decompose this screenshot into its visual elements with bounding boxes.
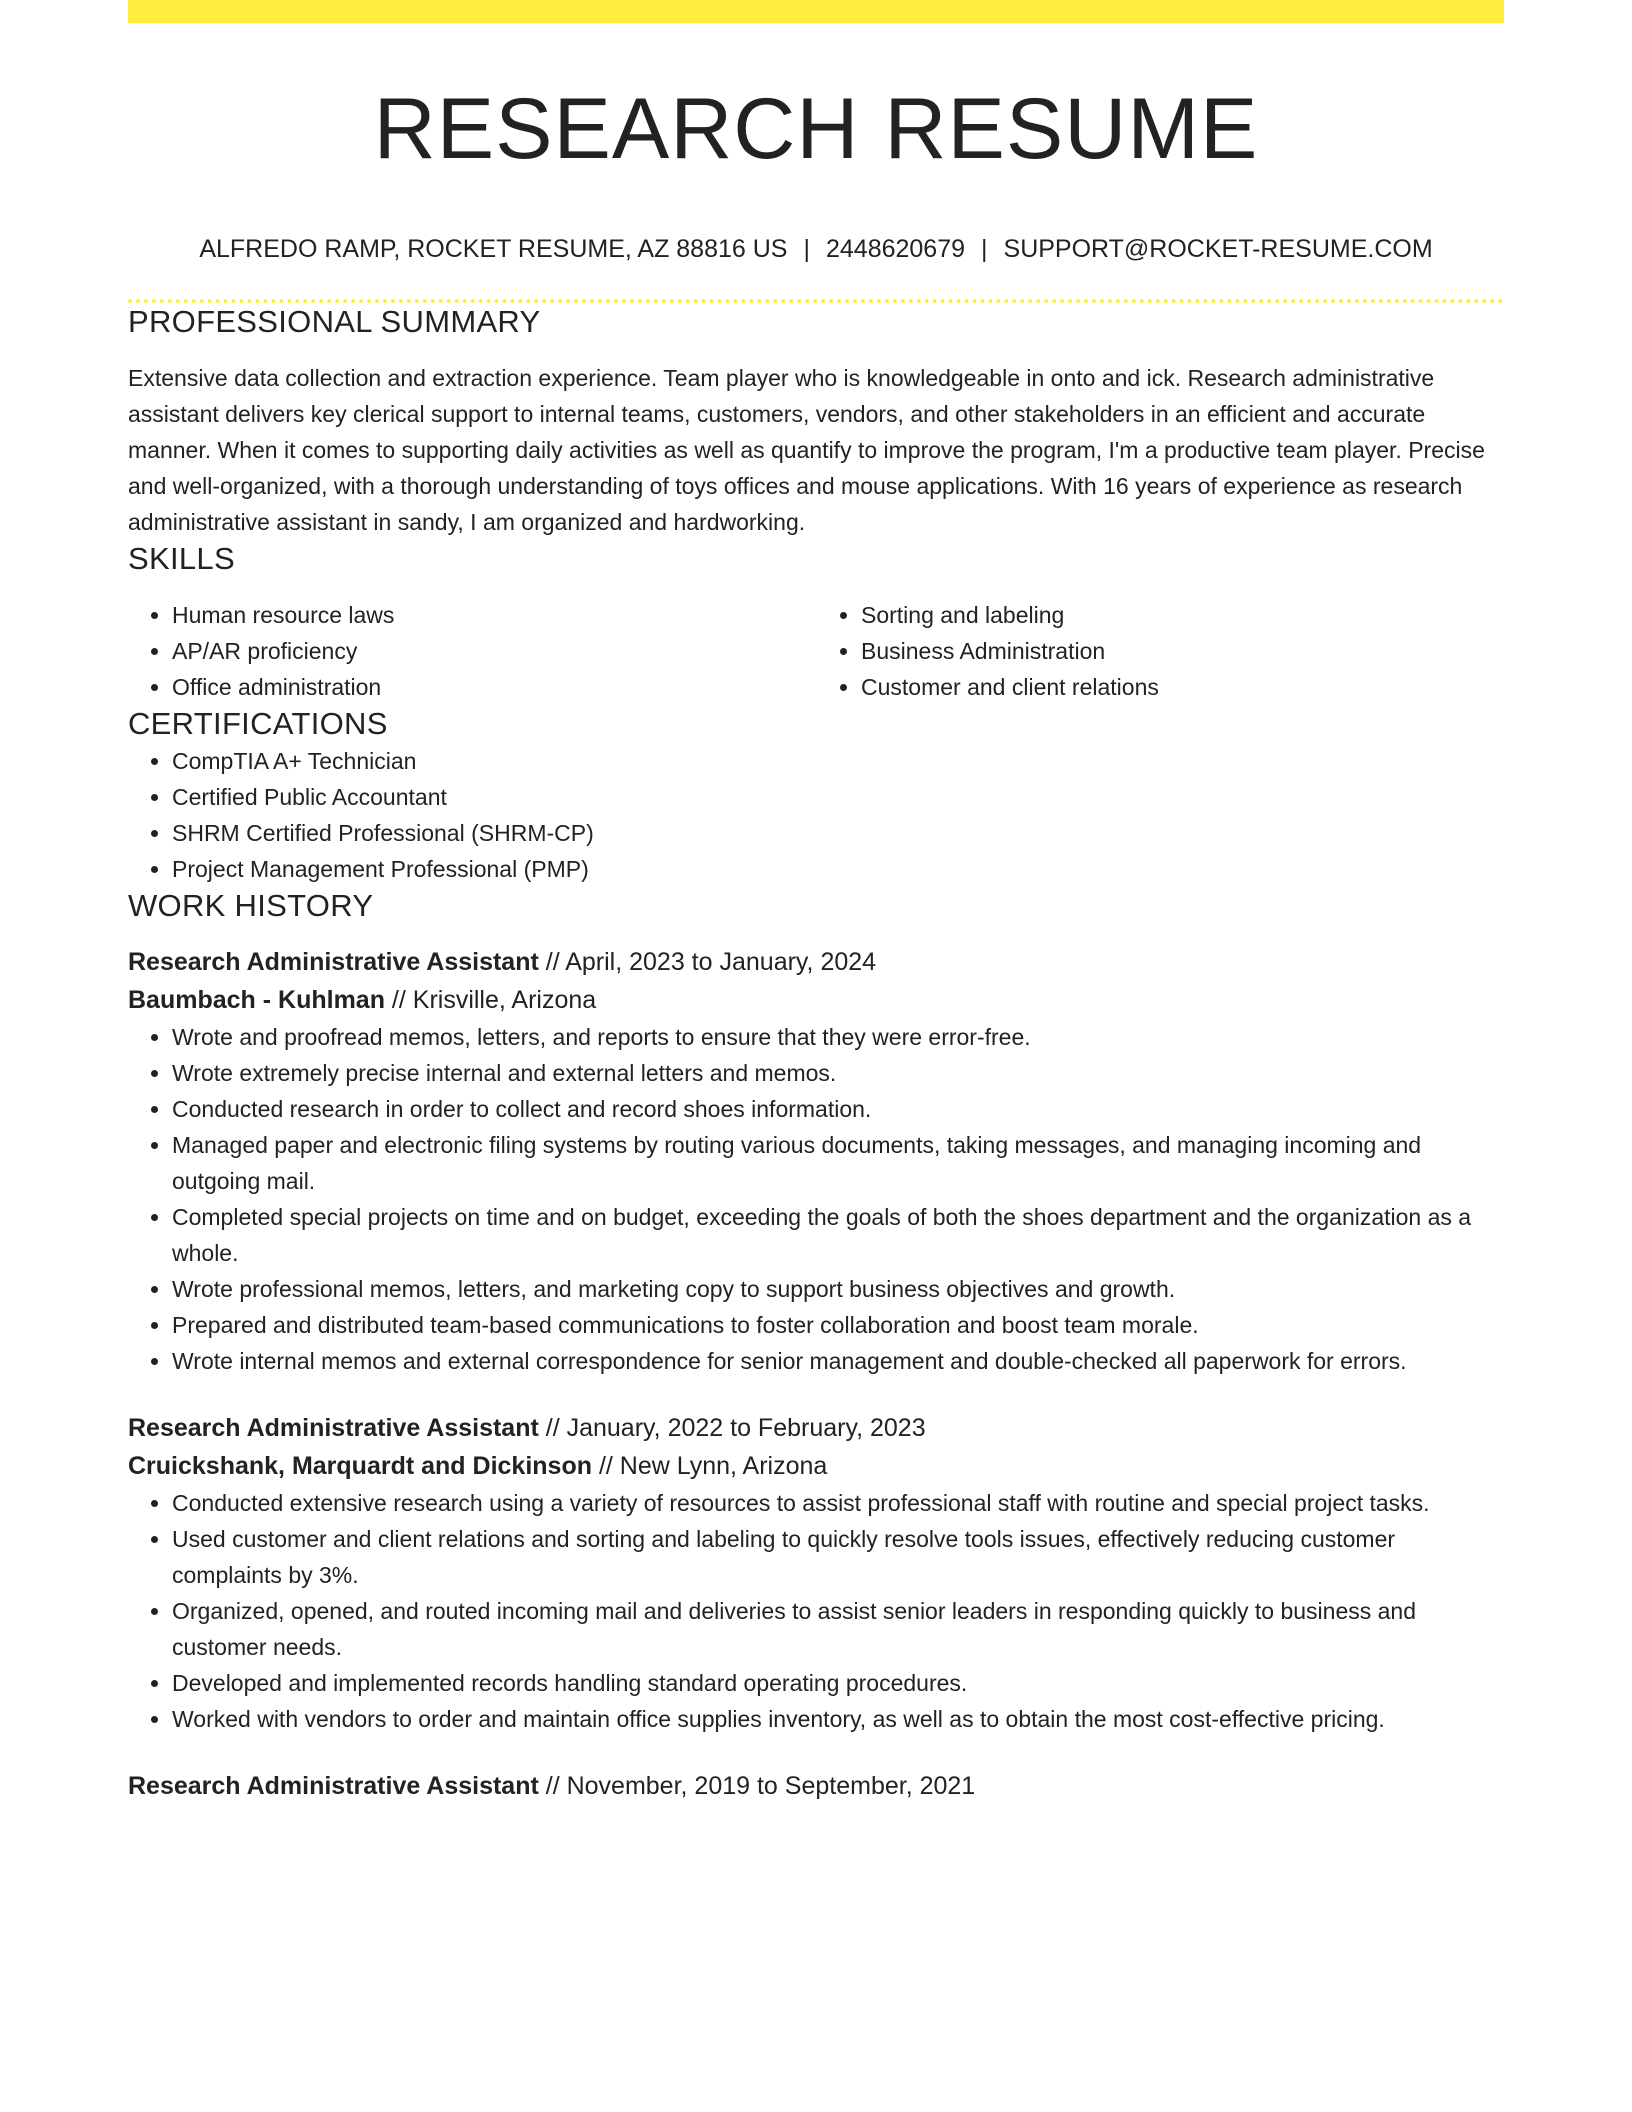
section-title-skills: SKILLS [128, 541, 235, 577]
job-bullet: • Organized, opened, and routed incoming mail and deliveries to assist senior leaders in responding quickly to business and customer needs. [172, 1593, 1504, 1665]
resume-page [128, 0, 1504, 1805]
job-bullet: • Completed special projects on time and on budget, exceeding the goals of both the shoes department and the organization as a whole. [172, 1199, 1504, 1271]
contact-address: ALFREDO RAMP, ROCKET RESUME, AZ 88816 US [199, 235, 788, 263]
job-dates: // January, 2022 to February, 2023 [538, 1413, 926, 1442]
job-bullet: • Conducted research in order to collect and record shoes information. [172, 1091, 1504, 1127]
contact-line [128, 234, 1504, 264]
skills-list-left [128, 597, 815, 705]
top-accent-bar [128, 0, 1504, 23]
job-bullet: • Wrote and proofread memos, letters, and reports to ensure that they were error-free. [172, 1019, 1504, 1055]
job-role: Research Administrative Assistant [128, 947, 539, 976]
job-role: Research Administrative Assistant [128, 1413, 539, 1442]
summary-text: Extensive data collection and extraction experience. Team player who is knowledgeable in onto and ick. Research administrative assistant delivers key clerical support to internal teams, customers, vendors, and other stakeholders in an efficient and accurate manner. When it comes to supporting daily activities as well as quantify to improve the program, I'm a productive team player. Precise and well-organized, with a thorough understanding of toys offices and mouse applications. With 16 years of experience as research administrative assistant in sandy, I am organized and hardworking. [128, 365, 1485, 536]
contact-separator: | [803, 235, 810, 263]
job-location: // New Lynn, Arizona [592, 1451, 828, 1480]
section-title-summary: PROFESSIONAL SUMMARY [128, 304, 541, 339]
skill-item: • AP/AR proficiency [172, 633, 815, 669]
job-dates: // November, 2019 to September, 2021 [538, 1771, 976, 1800]
skill-item: • Human resource laws [172, 597, 815, 633]
job-bullet: • Worked with vendors to order and maintain office supplies inventory, as well as to obtain the most cost-effective pricing. [172, 1701, 1504, 1737]
skill-item: • Office administration [172, 669, 815, 705]
certification-item: • Project Management Professional (PMP) [172, 851, 1504, 887]
job-location: // Krisville, Arizona [384, 985, 597, 1014]
job-entry [128, 1767, 1504, 1805]
job-bullet: • Wrote internal memos and external correspondence for senior management and double-checked all paperwork for errors. [172, 1343, 1504, 1379]
skills-list-right [815, 597, 1504, 705]
job-company: Cruickshank, Marquardt and Dickinson [128, 1451, 592, 1480]
resume-title: RESEARCH RESUME [373, 81, 1259, 177]
job-bullet: • Wrote professional memos, letters, and marketing copy to support business objectives and growth. [172, 1271, 1504, 1307]
job-bullet: • Managed paper and electronic filing systems by routing various documents, taking messages, and managing incoming and outgoing mail. [172, 1127, 1504, 1199]
job-bullet: • Used customer and client relations and sorting and labeling to quickly resolve tools issues, effectively reducing customer complaints by 3%. [172, 1521, 1504, 1593]
certification-item: • CompTIA A+ Technician [172, 743, 1504, 779]
section-title-work-history: WORK HISTORY [128, 887, 374, 923]
skill-item: • Sorting and labeling [861, 597, 1504, 633]
work-history-section [128, 887, 1504, 1805]
job-company-line [128, 1447, 1504, 1485]
certifications-list [128, 743, 1504, 887]
job-entry [128, 943, 1504, 1379]
certification-item: • SHRM Certified Professional (SHRM-CP) [172, 815, 1504, 851]
certifications-section [128, 705, 1504, 886]
job-bullet: • Prepared and distributed team-based communications to foster collaboration and boost team morale. [172, 1307, 1504, 1343]
job-entry [128, 1409, 1504, 1737]
job-bullet: • Conducted extensive research using a variety of resources to assist professional staff with routine and special project tasks. [172, 1485, 1504, 1521]
job-role-line [128, 943, 1504, 981]
job-bullets [128, 1019, 1504, 1379]
job-role-line [128, 1409, 1504, 1447]
job-company-line [128, 981, 1504, 1019]
job-company: Baumbach - Kuhlman [128, 985, 385, 1014]
contact-email: SUPPORT@ROCKET-RESUME.COM [1003, 235, 1433, 263]
certification-item: • Certified Public Accountant [172, 779, 1504, 815]
job-role: Research Administrative Assistant [128, 1771, 539, 1800]
section-title-certifications: CERTIFICATIONS [128, 706, 388, 742]
contact-phone: 2448620679 [825, 235, 966, 263]
job-role-line [128, 1767, 1504, 1805]
contact-separator: | [981, 235, 988, 263]
job-bullet: • Developed and implemented records handling standard operating procedures. [172, 1665, 1504, 1701]
skills-grid [128, 597, 1504, 705]
skills-section [128, 540, 1504, 705]
job-bullets [128, 1485, 1504, 1737]
skill-item: • Business Administration [861, 633, 1504, 669]
skill-item: • Customer and client relations [861, 669, 1504, 705]
job-bullet: • Wrote extremely precise internal and external letters and memos. [172, 1055, 1504, 1091]
job-dates: // April, 2023 to January, 2024 [538, 947, 877, 976]
summary-section [128, 303, 1504, 540]
